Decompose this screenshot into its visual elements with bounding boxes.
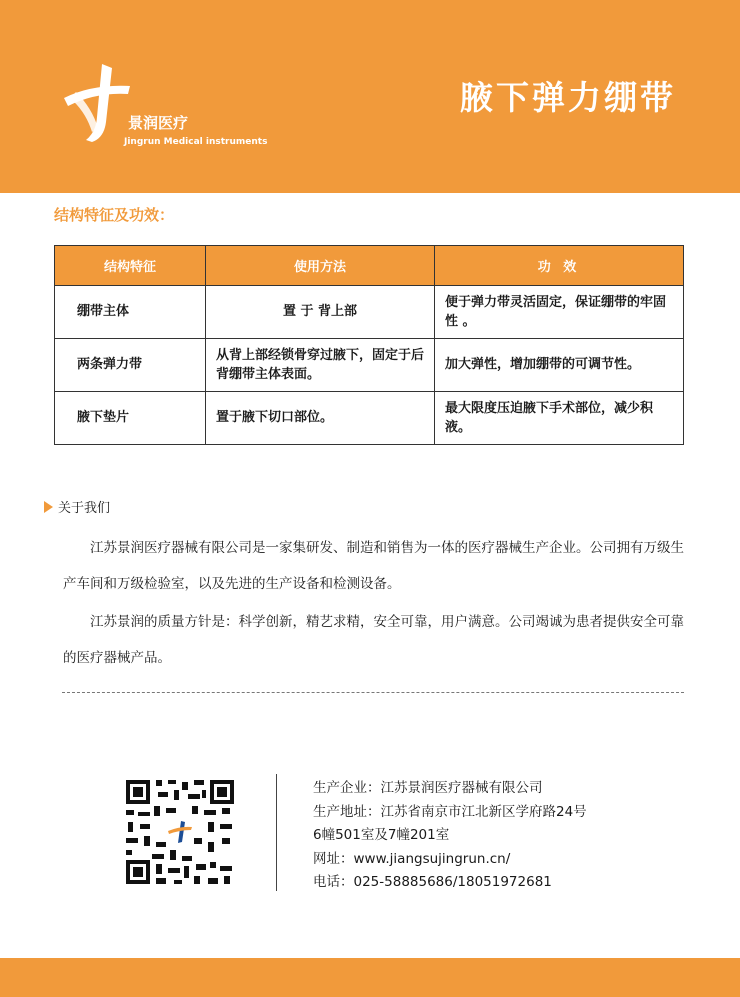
- table-cell: 腋下垫片: [55, 392, 206, 445]
- footer-bar: [0, 958, 740, 997]
- table-row: [55, 286, 684, 339]
- table-cell: 置于腋下切口部位。: [206, 392, 435, 445]
- company-logo: [62, 62, 268, 152]
- contact-block: [313, 777, 587, 895]
- jingrun-cross-logo-icon: [62, 62, 132, 144]
- qr-code-icon: [122, 776, 238, 888]
- about-heading-label: 关于我们: [58, 501, 111, 516]
- table-cell: 最大限度压迫腋下手术部位，减少积液。: [435, 392, 684, 445]
- orange-triangle-icon: [44, 501, 53, 513]
- dashed-divider: [62, 692, 684, 693]
- table-cell: 便于弹力带灵活固定，保证绷带的牢固性 。: [435, 286, 684, 339]
- table-cell: 加大弹性，增加绷带的可调节性。: [435, 339, 684, 392]
- table-header-row: [55, 246, 684, 286]
- about-heading: [44, 497, 110, 516]
- contact-address-line-1: 生产地址：江苏省南京市江北新区学府路24号: [313, 803, 587, 820]
- spec-table: [54, 245, 684, 445]
- table-cell: 从背上部经锁骨穿过腋下，固定于后背绷带主体表面。: [206, 339, 435, 392]
- table-cell: 置 于 背上部: [206, 286, 435, 339]
- contact-phone: 电话：025-58885686/18051972681: [313, 874, 552, 890]
- logo-name-en: Jingrun Medical instruments: [124, 137, 268, 147]
- page-title: 腋下弹力绷带: [460, 78, 676, 117]
- vertical-divider: [276, 774, 277, 891]
- contact-website[interactable]: 网址：www.jiangsujingrun.cn/: [313, 850, 511, 867]
- logo-name-cn: 景润医疗: [128, 114, 189, 132]
- about-paragraph-1: 江苏景润医疗器械有限公司是一家集研发、制造和销售为一体的医疗器械生产企业。公司拥有万级生产车间和万级检验室，以及先进的生产设备和检测设备。: [63, 540, 684, 592]
- table-row: [55, 392, 684, 445]
- table-header-cell: 结构特征: [55, 246, 206, 286]
- contact-company: 生产企业：江苏景润医疗器械有限公司: [313, 780, 543, 796]
- header-banner: [0, 0, 740, 193]
- section-title: 结构特征及功效：: [54, 206, 175, 224]
- table-cell: 两条弹力带: [55, 339, 206, 392]
- table-header-cell: 使用方法: [206, 246, 435, 286]
- table-cell: 绷带主体: [55, 286, 206, 339]
- about-paragraph-2: 江苏景润的质量方针是：科学创新，精艺求精，安全可靠，用户满意。公司竭诚为患者提供安全可靠的医疗器械产品。: [63, 614, 684, 666]
- table-row: [55, 339, 684, 392]
- table-header-cell: 功 效: [435, 246, 684, 286]
- contact-address-line-2: 6幢501室及7幢201室: [313, 827, 450, 843]
